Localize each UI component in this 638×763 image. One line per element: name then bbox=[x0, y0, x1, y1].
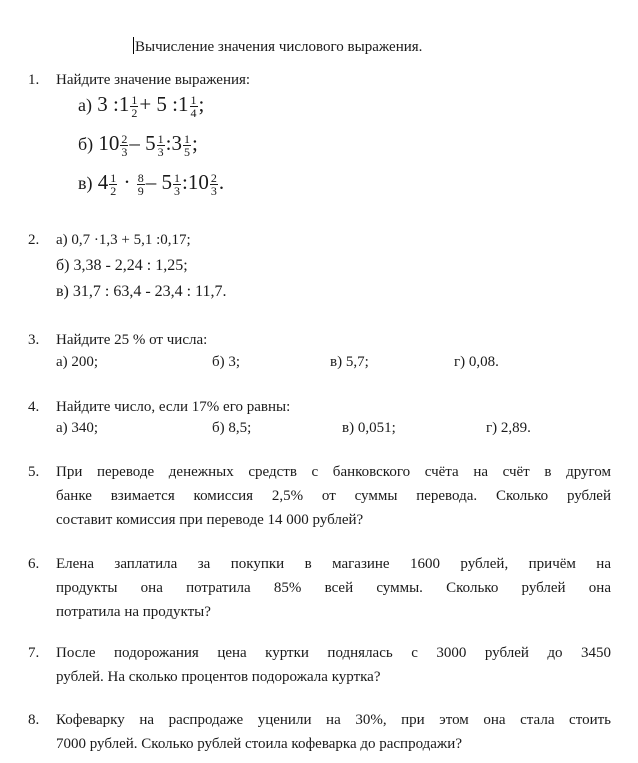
task-1c-part: – 5 bbox=[145, 170, 172, 194]
task-6-line: Елена заплатила за покупки в магазине 1600 рублей, причём на bbox=[56, 556, 611, 572]
task-1b-part: ; bbox=[192, 131, 198, 155]
task-4-text: Найдите число, если 17% его равны: bbox=[56, 399, 291, 415]
task-1a-label: а) bbox=[78, 95, 92, 115]
task-3a: а) 200; bbox=[56, 354, 99, 370]
task-6-line: потратила на продукты? bbox=[56, 604, 211, 620]
task-1c-part: · bbox=[123, 170, 131, 194]
denominator: 5 bbox=[184, 144, 190, 159]
fraction bbox=[130, 94, 138, 119]
task-4a: а) 340; bbox=[56, 420, 99, 436]
task-3c: в) 5,7; bbox=[330, 354, 369, 370]
task-1b-label: б) bbox=[78, 134, 94, 154]
task-5-number: 5. bbox=[28, 464, 40, 480]
denominator: 2 bbox=[110, 183, 117, 198]
task-2-number: 2. bbox=[28, 232, 40, 248]
task-1c-part: :10 bbox=[182, 170, 209, 194]
task-1c-label: в) bbox=[78, 173, 93, 193]
task-7-number: 7. bbox=[28, 645, 40, 661]
task-4c: в) 0,051; bbox=[342, 420, 396, 436]
task-1c-part: . bbox=[218, 170, 225, 194]
numerator: 1 bbox=[110, 170, 117, 185]
task-7-text bbox=[56, 641, 611, 689]
task-6-number: 6. bbox=[28, 556, 40, 572]
denominator: 3 bbox=[121, 144, 128, 159]
denominator: 9 bbox=[137, 183, 144, 198]
task-1a-part: + 5 :1 bbox=[139, 92, 189, 116]
fraction bbox=[120, 133, 128, 158]
task-3d: г) 0,08. bbox=[454, 354, 499, 370]
task-1a-part: 3 :1 bbox=[97, 92, 130, 116]
task-8-line: 7000 рублей. Сколько рублей стоила кофеварка до распродажи? bbox=[56, 736, 462, 752]
fraction bbox=[210, 172, 218, 197]
denominator: 3 bbox=[157, 144, 164, 159]
task-2b: б) 3,38 - 2,24 : 1,25; bbox=[56, 257, 188, 274]
fraction bbox=[173, 172, 181, 197]
task-3b: б) 3; bbox=[212, 354, 241, 370]
task-2c: в) 31,7 : 63,4 - 23,4 : 11,7. bbox=[56, 283, 227, 300]
text-cursor bbox=[133, 37, 134, 54]
task-3-number: 3. bbox=[28, 332, 40, 348]
fraction bbox=[157, 133, 165, 158]
task-1b-part: :3 bbox=[165, 131, 182, 155]
task-7-line: После подорожания цена куртки поднялась с 3000 рублей до 3450 bbox=[56, 645, 611, 661]
task-8-number: 8. bbox=[28, 712, 40, 728]
task-5-line: При переводе денежных средств с банковского счёта на счёт в другом bbox=[56, 464, 611, 480]
numerator: 1 bbox=[131, 92, 138, 107]
task-1c bbox=[78, 170, 224, 197]
task-2a: а) 0,7 ·1,3 + 5,1 :0,17; bbox=[56, 232, 191, 248]
task-1b bbox=[78, 131, 198, 158]
task-7-line: рублей. На сколько процентов подорожала куртка? bbox=[56, 669, 381, 685]
task-1b-part: 10 bbox=[98, 131, 120, 155]
numerator: 2 bbox=[121, 131, 128, 146]
numerator: 1 bbox=[157, 131, 164, 146]
task-5-line: банке взимается комиссия 2,5% от суммы перевода. Сколько рублей bbox=[56, 488, 611, 504]
task-1-number: 1. bbox=[28, 72, 40, 88]
task-4d: г) 2,89. bbox=[486, 420, 531, 436]
numerator: 8 bbox=[137, 170, 144, 185]
task-1b-part: – 5 bbox=[129, 131, 156, 155]
task-5-line: составит комиссия при переводе 14 000 рублей? bbox=[56, 512, 364, 528]
task-6-text bbox=[56, 552, 611, 624]
task-6-line: продукты она потратила 85% всей суммы. Сколько рублей она bbox=[56, 580, 611, 596]
numerator: 1 bbox=[184, 131, 190, 146]
task-8-text bbox=[56, 708, 611, 756]
task-4-number: 4. bbox=[28, 399, 40, 415]
task-8-line: Кофеварку на распродаже уценили на 30%, при этом она стала стоить bbox=[56, 712, 611, 728]
task-3-text: Найдите 25 % от числа: bbox=[56, 332, 208, 348]
title-text: Вычисление значения числового выражения. bbox=[135, 39, 423, 55]
document-title bbox=[133, 37, 422, 56]
task-1c-part: 4 bbox=[97, 170, 109, 194]
fraction bbox=[137, 172, 145, 197]
fraction bbox=[183, 133, 191, 158]
denominator: 4 bbox=[190, 105, 197, 120]
denominator: 2 bbox=[131, 105, 138, 120]
task-1-text: Найдите значение выражения: bbox=[56, 72, 251, 88]
fraction bbox=[190, 94, 198, 119]
fraction bbox=[109, 172, 117, 197]
task-5-text bbox=[56, 460, 611, 532]
task-1a-part: ; bbox=[198, 92, 205, 116]
denominator: 3 bbox=[210, 183, 217, 198]
task-4b: б) 8,5; bbox=[212, 420, 252, 436]
denominator: 3 bbox=[174, 183, 180, 198]
numerator: 2 bbox=[210, 170, 217, 185]
task-1a bbox=[78, 92, 204, 119]
numerator: 1 bbox=[190, 92, 197, 107]
numerator: 1 bbox=[174, 170, 180, 185]
